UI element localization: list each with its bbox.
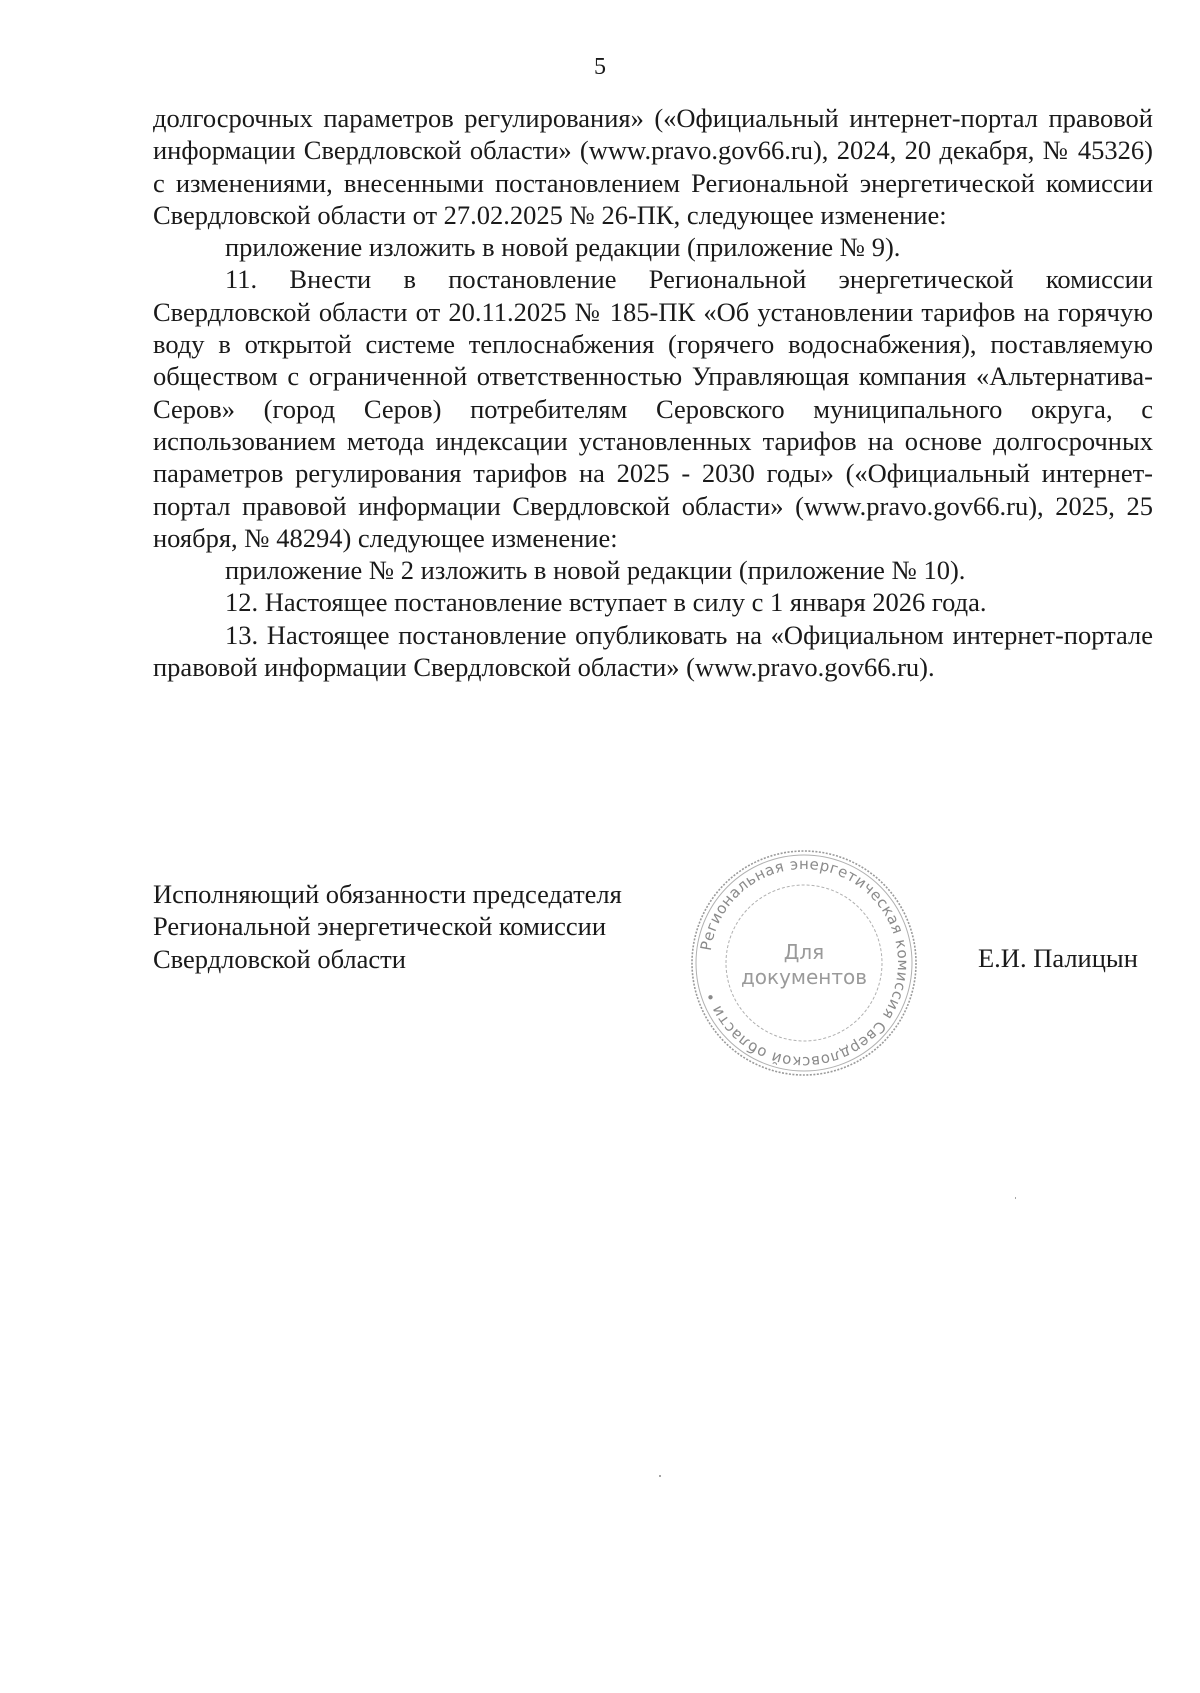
- signer-position-line: Исполняющий обязанности председателя: [153, 879, 622, 909]
- scan-speck: [1015, 1197, 1016, 1199]
- signature-block: [153, 878, 622, 975]
- stamp-ring-text: Региональная энергетическая комиссия Свердловской области •: [696, 854, 913, 1072]
- document-body: [153, 102, 1153, 683]
- official-stamp: [688, 847, 920, 1079]
- paragraph: приложение изложить в новой редакции (приложение № 9).: [225, 232, 901, 263]
- paragraph: 12. Настоящее постановление вступает в силу с 1 января 2026 года.: [225, 587, 987, 618]
- scan-speck: [659, 1475, 661, 1477]
- stamp-center-text: Для: [783, 940, 825, 964]
- paragraph: 13. Настоящее постановление опубликовать на «Официальном интернет-портале правовой информации Свердловской области» (www.pravo.gov66.ru).: [153, 619, 1153, 683]
- stamp-graphic: [688, 847, 920, 1079]
- paragraph: 11. Внести в постановление Региональной энергетической комиссии Свердловской области от 20.11.2025 № 185-ПК «Об установлении тарифов на горячую воду в открытой системе теплоснабжения (горячего водоснабжения), поставляемую обществом с ограниченной ответственностью Управляющая компания «Альтернатива-Серов» (город Серов) потребителям Серовского муниципального округа, с использованием метода индексации установленных тарифов на основе долгосрочных параметров регулирования тарифов на 2025 - 2030 годы» («Официальный интернет-портал правовой информации Свердловской области» (www.pravo.gov66.ru), 2025, 25 ноября, № 48294) следующее изменение:: [153, 264, 1153, 553]
- paragraph: приложение № 2 изложить в новой редакции (приложение № 10).: [225, 555, 966, 586]
- signer-name: Е.И. Палицын: [978, 943, 1138, 973]
- paragraph: долгосрочных параметров регулирования» («Официальный интернет-портал правовой информации Свердловской области» (www.pravo.gov66.ru), 2024, 20 декабря, № 45326) с изменениями, внесенными постановлением Региональной энергетической комиссии Свердловской области от 27.02.2025 № 26-ПК, следующее изменение:: [153, 103, 1153, 230]
- signer-position-line: Свердловской области: [153, 943, 406, 974]
- page-number: 5: [594, 54, 606, 80]
- signer-position-line: Региональной энергетической комиссии: [153, 911, 606, 942]
- stamp-center-text: документов: [740, 965, 868, 989]
